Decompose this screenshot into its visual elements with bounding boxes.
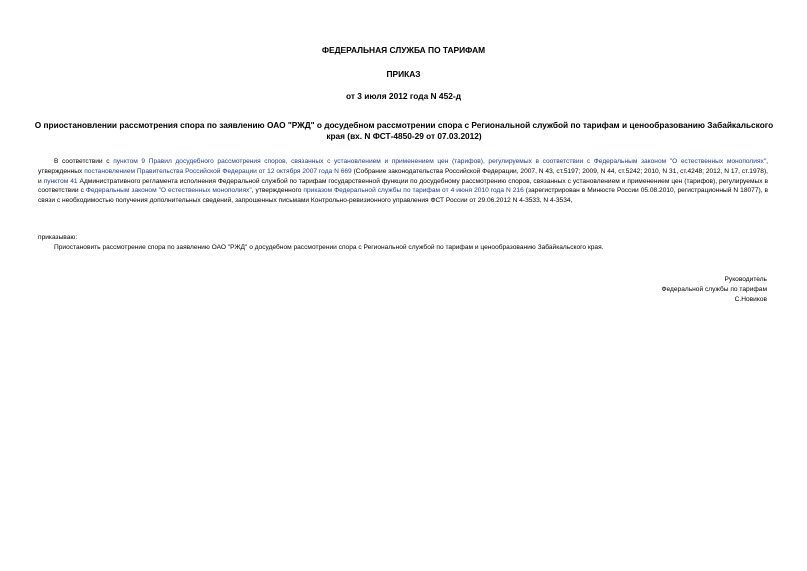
order-word: приказываю: — [38, 234, 78, 241]
rules-link[interactable]: пунктом 9 Правил досудебного рассмотрения споров, связанных с установлением и применением цен (тарифов), регулируемых в соответствии с Федеральным законом "О естественных монополиях" — [113, 158, 767, 165]
agency-title: ФЕДЕРАЛЬНАЯ СЛУЖБА ПО ТАРИФАМ — [321, 45, 486, 55]
federal-law-link[interactable]: Федеральным законом "О естественных монополиях" — [85, 187, 252, 195]
document-date-number: от 3 июля 2012 года N 452-д — [345, 91, 462, 101]
preamble-text-4: Административного регламента исполнения Федеральной службой по тарифам государственной функции по досудебному рассмотрению споров, связанных с установлением и применением цен (тарифов), регулируемых в соответствии с — [38, 177, 768, 195]
preamble-paragraph — [38, 157, 768, 206]
preamble-text-1: В соответствии с — [54, 158, 114, 165]
clause-41-link[interactable]: пунктом 41 — [43, 177, 78, 185]
signature-organization: Федеральной службы по тарифам — [661, 286, 767, 293]
preamble-text-6: (зарегистрирован в Минюсте России 05.08.2010, регистрационный N 18077), в связи с необходимостью получения дополнительных сведений, запрошенных письмами Контрольно-ревизионного управления ФСТ России от 29.06.2012 N 4-3533, N 4-3534, — [38, 187, 769, 205]
preamble-text-2: , утвержденных — [38, 158, 769, 175]
preamble-text-5: , утвержденного — [251, 187, 304, 195]
signature-position: Руководитель — [724, 276, 767, 283]
preamble-text-3: (Собрание законодательства Российской Федерации, 2007, N 43, ст.5197; 2009, N 44, ст.5242; 2010, N 31, ст.4248; 2012, N 17, ст.1978), и — [38, 167, 768, 185]
document-subject: О приостановлении рассмотрения спора по заявлению ОАО "РЖД" о досудебном рассмотрении спора с Региональной службой по тарифам и ценообразованию Забайкальского края (вх. N ФСТ-4850-29 от 07.03.2012) — [34, 120, 774, 141]
order-text: Приостановить рассмотрение спора по заявлению ОАО "РЖД" о досудебном рассмотрении спора с Региональной службой по тарифам и ценообразованию Забайкальского края. — [54, 244, 604, 251]
government-decree-link[interactable]: постановлением Правительства Российской Федерации от 12 октября 2007 года N 669 — [84, 167, 352, 175]
document-type: ПРИКАЗ — [386, 69, 421, 79]
signature-name: С.Новиков — [734, 296, 767, 303]
fst-order-link[interactable]: приказом Федеральной службы по тарифам от 4 июня 2010 года N 216 — [303, 187, 524, 195]
preamble-text — [38, 157, 768, 206]
